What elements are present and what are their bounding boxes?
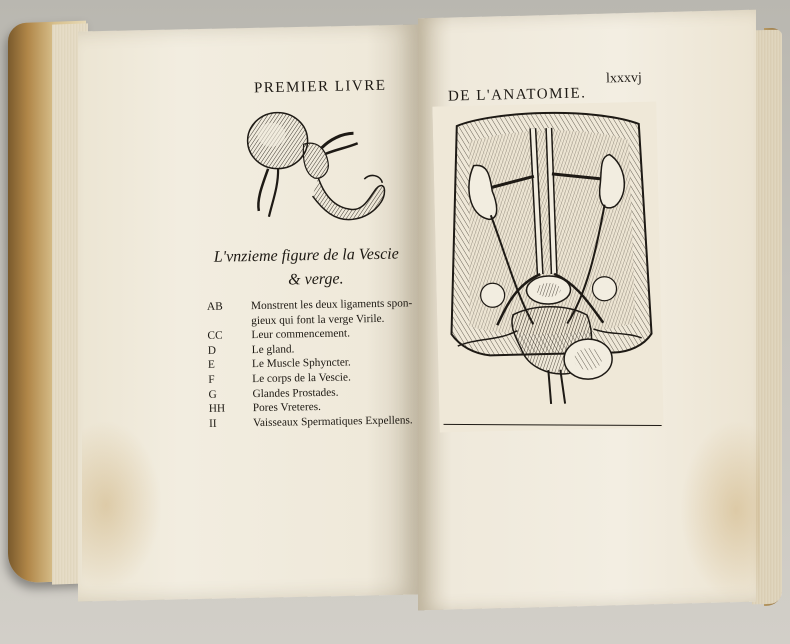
caption-line-2: & verge. [288,270,344,289]
running-head-left: PREMIER LIVRE [253,77,387,97]
legend-text-continuation: gieux qui font la verge Virile. [251,312,385,327]
legend-key: HH [208,402,226,416]
legend-key: AB [206,300,223,313]
legend-key: F [208,373,215,386]
foxing-stain [82,420,162,590]
legend-text: Le corps de la Vescie. [252,371,351,386]
folio-number: lxxxvj [605,70,642,87]
legend-key: II [208,417,217,430]
legend-text: Le Muscle Sphyncter. [251,356,351,371]
anatomy-woodcut-illustration [432,102,663,433]
legend-text: Vaisseaux Spermatiques Expellens. [252,414,413,429]
caption-line-1: L'vnzieme figure de la Vescie [213,245,399,266]
legend-text: Leur commencement. [251,327,351,342]
legend-row [207,296,427,329]
legend-key: D [207,344,217,357]
legend-key: E [207,359,216,372]
figure-caption [214,242,415,293]
legend-text: Pores Vreteres. [252,401,322,415]
legend-text-line: Monstrent les deux ligaments spon- [250,297,413,313]
legend-text: Le gland. [251,343,295,356]
legend-key: G [208,388,217,401]
legend-text [251,296,427,328]
running-head-right: DE L'ANATOMIE. [447,85,587,105]
figure-legend [207,296,429,431]
legend-text: Glandes Prostades. [252,386,339,400]
legend-key: CC [207,329,223,343]
foxing-stain [680,420,760,600]
bladder-woodcut-illustration [237,99,389,228]
